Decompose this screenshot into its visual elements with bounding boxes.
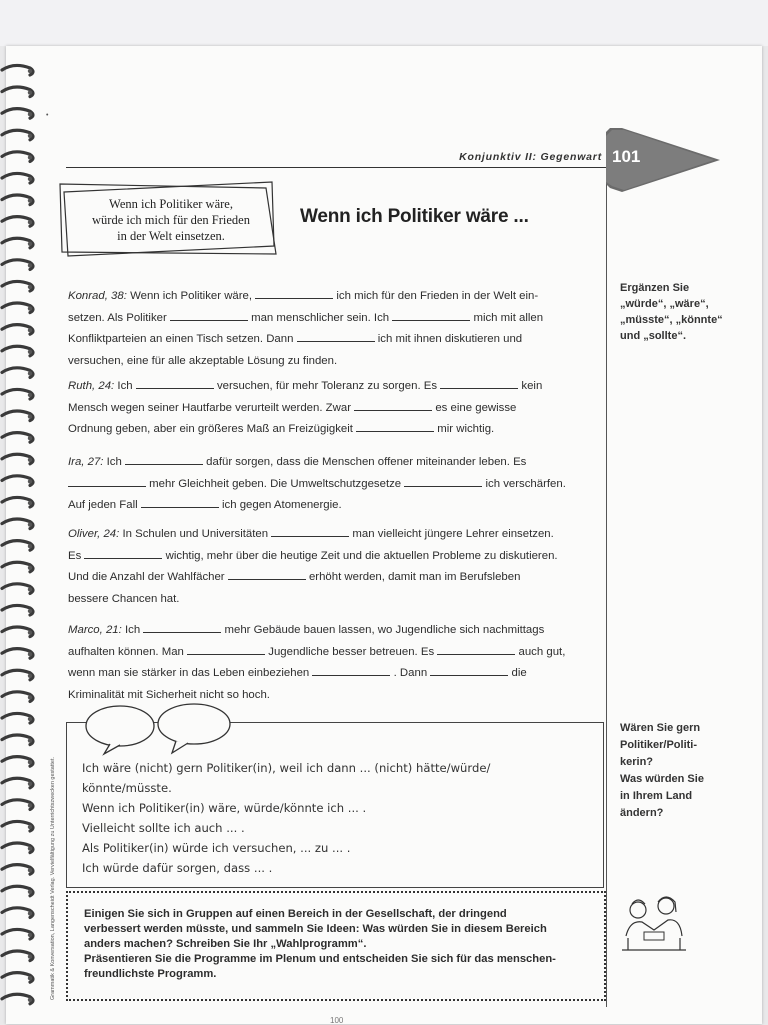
text-segment: Auf jeden Fall <box>68 499 138 511</box>
quote-line: würde ich mich für den Frieden <box>92 213 250 227</box>
quote-line: Wenn ich Politiker wäre, <box>109 197 233 211</box>
speech-phrase: Vielleicht sollte ich auch ... . <box>82 821 245 835</box>
fill-in-blank[interactable] <box>297 331 375 342</box>
speaker-label: Konrad, 38: <box>68 290 127 302</box>
text-segment: wichtig, mehr über die heutige Zeit und die aktuellen Probleme zu diskutieren. <box>162 549 558 562</box>
side-note-line: Ergänzen Sie <box>620 282 690 294</box>
task-text <box>84 907 594 982</box>
side-note-line: in Ihrem Land <box>620 790 693 802</box>
text-segment: erhöht werden, damit man im Berufsleben <box>305 571 521 583</box>
page-title: Wenn ich Politiker wäre ... <box>300 206 529 227</box>
fill-in-blank[interactable] <box>143 622 221 633</box>
paragraph-line <box>68 308 600 330</box>
side-note-line: Was würden Sie <box>620 773 704 785</box>
text-segment: es eine gewisse <box>432 401 517 414</box>
quote-text <box>76 196 266 244</box>
text-segment: wenn man sie stärker in das Leben einbeziehen <box>68 667 310 679</box>
text-segment: auch gut, <box>515 645 566 658</box>
text-segment: versuchen, für mehr Toleranz zu sorgen. Es <box>213 380 438 392</box>
paragraph-line <box>68 474 600 496</box>
text-segment: setzen. Als Politiker <box>68 311 167 324</box>
footer-page-number: 100 <box>330 1016 344 1025</box>
page-number: 101 <box>612 147 641 166</box>
paragraph-line <box>68 495 600 517</box>
fill-in-blank[interactable] <box>141 497 219 508</box>
people-illustration-icon <box>618 892 690 956</box>
task-line: anders machen? Schreiben Sie Ihr „Wahlprogramm“. <box>84 938 367 950</box>
copyright-credit: Grammatik & Konversation, Langenscheidt Verlag. Vervielfältigung zu Unterrichtszwecken gestattet. <box>50 756 56 1000</box>
text-segment: Mensch wegen seiner Hautfarbe verurteilt werden. Zwar <box>68 401 351 414</box>
side-note-line: „würde“, „wäre“, <box>620 298 709 310</box>
paragraph-line <box>68 642 600 664</box>
speech-bubbles-icon <box>80 700 240 756</box>
paragraph-line <box>68 620 600 642</box>
text-segment: Und die Anzahl der Wahlfächer <box>68 571 225 583</box>
paragraph-line <box>68 329 600 351</box>
margin-rule <box>606 167 607 1007</box>
fill-in-blank[interactable] <box>255 288 333 299</box>
text-segment: ich mit ihnen diskutieren und <box>374 333 523 345</box>
text-segment: man menschlicher sein. Ich <box>247 311 390 324</box>
side-note-line: kerin? <box>620 756 654 768</box>
text-segment: dafür sorgen, dass die Menschen offener miteinander leben. Es <box>203 456 527 468</box>
text-segment: kein <box>518 380 543 392</box>
paragraph <box>68 286 600 372</box>
speech-phrase: Wenn ich Politiker(in) wäre, würde/könnte ich ... . <box>82 801 367 815</box>
fill-in-blank[interactable] <box>354 400 432 411</box>
text-segment: mich mit allen <box>470 311 544 324</box>
text-segment: Ich <box>117 380 133 392</box>
text-segment: versuchen, eine für alle akzeptable Lösung zu finden. <box>68 354 338 367</box>
fill-in-blank[interactable] <box>187 644 265 655</box>
task-line: Präsentieren Sie die Programme im Plenum und entscheiden Sie sich für das menschen- <box>84 953 556 965</box>
text-segment: bessere Chancen hat. <box>68 592 180 605</box>
side-note-line: „müsste“, „könnte“ <box>620 314 723 326</box>
paragraph-line <box>68 351 600 373</box>
fill-in-blank[interactable] <box>68 476 146 487</box>
side-note-question <box>620 720 740 822</box>
text-segment: mehr Gebäude bauen lassen, wo Jugendliche sich nachmittags <box>221 624 545 636</box>
text-segment: Konfliktparteien an einen Tisch setzen. Dann <box>68 333 294 345</box>
quote-line: in der Welt einsetzen. <box>117 229 225 243</box>
paragraph <box>68 452 600 517</box>
text-segment: Ordnung geben, aber ein größeres Maß an Freizügigkeit <box>68 423 353 435</box>
text-segment: . Dann <box>390 667 428 679</box>
side-note-fill-in <box>620 280 740 344</box>
text-segment: Ich <box>106 456 122 468</box>
paragraph-line <box>68 398 600 420</box>
speech-phrase: Ich würde dafür sorgen, dass ... . <box>82 861 273 875</box>
header-rule <box>66 167 606 168</box>
text-segment: die <box>508 667 527 679</box>
paragraph-line <box>68 376 600 398</box>
paragraph-line <box>68 452 600 474</box>
fill-in-blank[interactable] <box>84 548 162 559</box>
fill-in-blank[interactable] <box>430 665 508 676</box>
background-top <box>0 0 768 46</box>
paragraph <box>68 620 600 706</box>
chapter-label: Konjunktiv II: Gegenwart <box>459 151 602 163</box>
side-note-line: und „sollte“. <box>620 330 686 342</box>
text-segment: man vielleicht jüngere Lehrer einsetzen. <box>349 528 554 540</box>
paragraph-line <box>68 589 600 611</box>
fill-in-blank[interactable] <box>356 421 434 432</box>
text-segment: Jugendliche besser betreuen. Es <box>265 645 435 658</box>
text-segment: aufhalten können. Man <box>68 645 184 658</box>
text-segment: In Schulen und Universitäten <box>122 528 269 540</box>
text-segment: ich mich für den Frieden in der Welt ein- <box>333 290 539 302</box>
fill-in-blank[interactable] <box>312 665 390 676</box>
speech-phrase: könnte/müsste. <box>82 781 172 795</box>
side-note-line: Wären Sie gern <box>620 722 701 734</box>
task-line: Einigen Sie sich in Gruppen auf einen Bereich in der Gesellschaft, der dringend <box>84 908 507 920</box>
fill-in-blank[interactable] <box>440 378 518 389</box>
speaker-label: Ira, 27: <box>68 456 104 468</box>
text-segment: Es <box>68 549 82 562</box>
paragraph-line <box>68 419 600 441</box>
paragraph <box>68 376 600 441</box>
fill-in-blank[interactable] <box>170 310 248 321</box>
paragraph-line <box>68 524 600 546</box>
spiral-binding <box>0 58 40 1018</box>
text-segment: mehr Gleichheit geben. Die Umweltschutzgesetze <box>146 477 402 490</box>
fill-in-blank[interactable] <box>136 378 214 389</box>
paragraph-line <box>68 567 600 589</box>
corner-mark: • <box>46 112 49 119</box>
speaker-label: Ruth, 24: <box>68 380 115 392</box>
fill-in-blank[interactable] <box>125 454 203 465</box>
task-line: freundlichste Programm. <box>84 968 217 980</box>
speaker-label: Oliver, 24: <box>68 528 120 540</box>
spiral-rings-icon <box>0 58 40 1018</box>
paragraph-line <box>68 286 600 308</box>
fill-in-blank[interactable] <box>437 644 515 655</box>
fill-in-blank[interactable] <box>392 310 470 321</box>
side-note-line: Politiker/Politi- <box>620 739 698 751</box>
text-segment: ich gegen Atomenergie. <box>218 499 342 511</box>
fill-in-blank[interactable] <box>228 569 306 580</box>
text-segment: Ich <box>124 624 141 636</box>
fill-in-blank[interactable] <box>271 526 349 537</box>
text-segment: Wenn ich Politiker wäre, <box>130 290 253 302</box>
fill-in-blank[interactable] <box>404 476 482 487</box>
speech-phrase: Ich wäre (nicht) gern Politiker(in), weil ich dann ... (nicht) hätte/würde/ <box>82 761 491 775</box>
text-segment: ich verschärfen. <box>482 477 566 490</box>
paragraph-line <box>68 663 600 685</box>
task-line: verbessert werden müsste, und sammeln Sie Ideen: Was würden Sie in diesem Bereich <box>84 923 547 935</box>
speaker-label: Marco, 21: <box>68 624 122 636</box>
side-note-line: ändern? <box>620 807 664 819</box>
paragraph <box>68 524 600 610</box>
paragraph-line <box>68 546 600 568</box>
text-segment: mir wichtig. <box>434 423 495 435</box>
speech-phrase: Als Politiker(in) würde ich versuchen, ... zu ... . <box>82 841 351 855</box>
text-segment: Kriminalität mit Sicherheit nicht so hoch. <box>68 688 270 701</box>
